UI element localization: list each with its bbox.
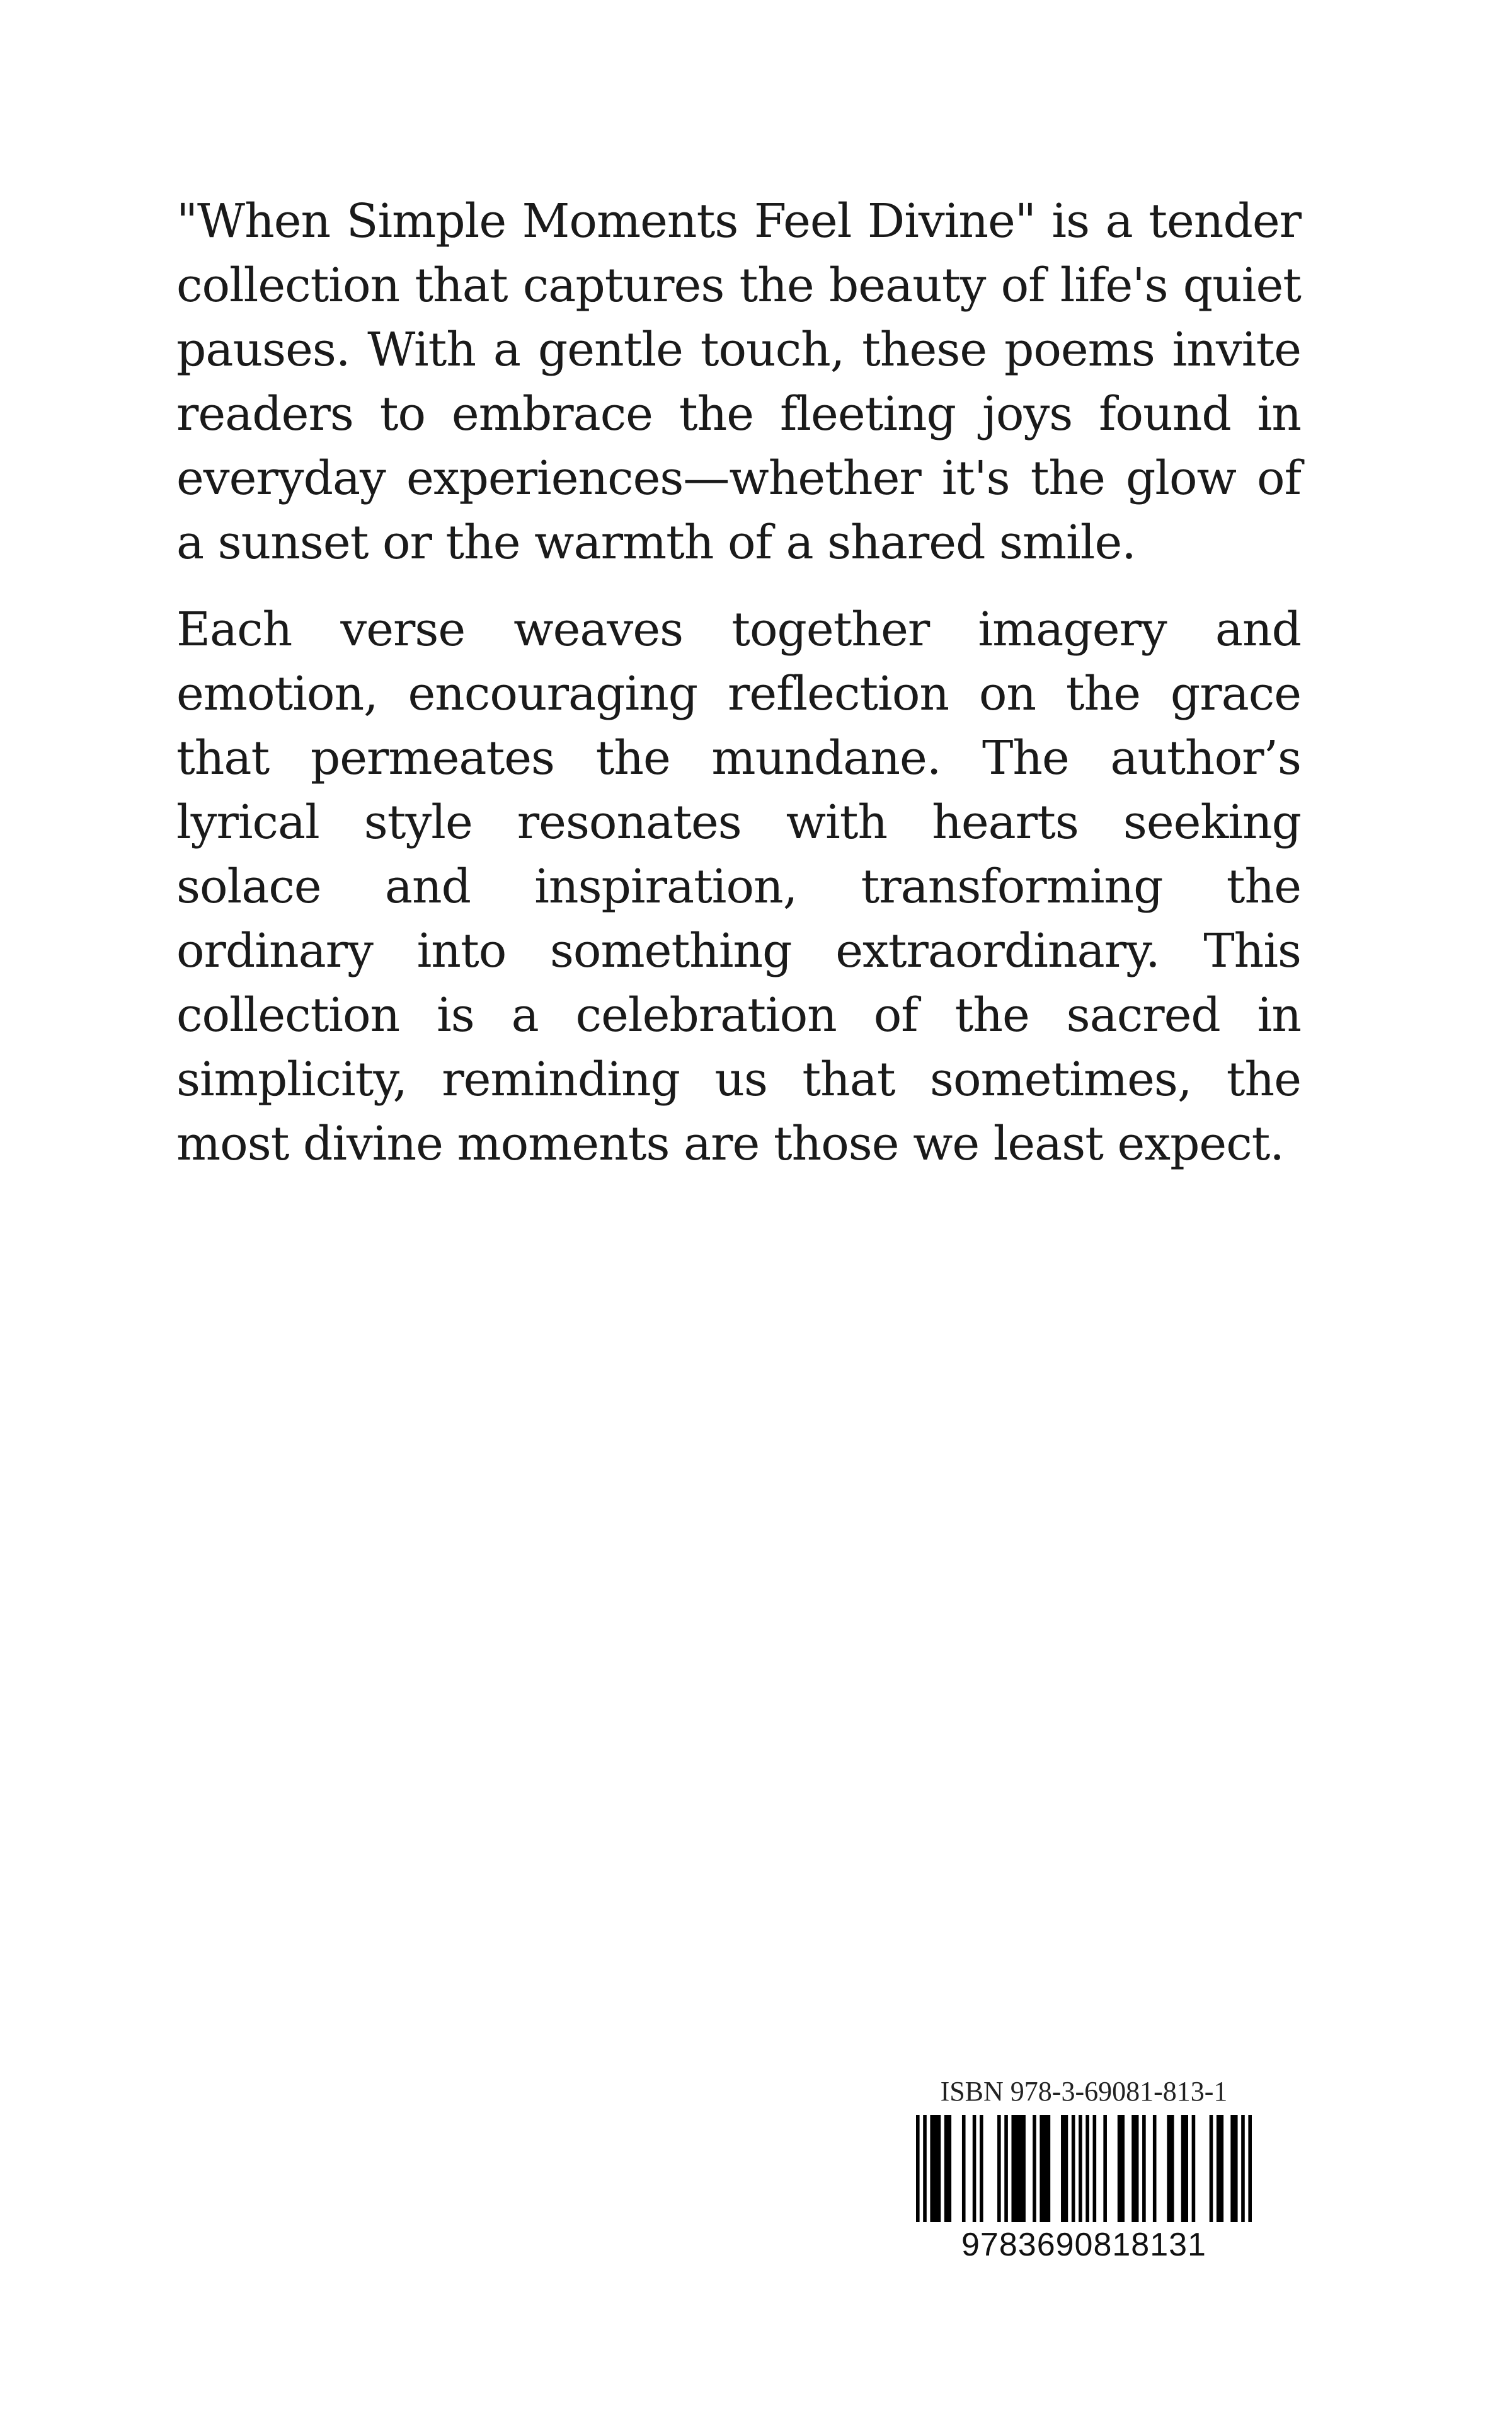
isbn-barcode-block: [912, 2076, 1256, 2265]
barcode-bar: [944, 2115, 951, 2222]
barcode-icon: [912, 2115, 1256, 2222]
barcode-bar: [1061, 2115, 1068, 2222]
isbn-label: ISBN 978-3-69081-813-1: [940, 2076, 1228, 2107]
barcode-bar: [1248, 2115, 1252, 2222]
barcode-bar: [923, 2115, 927, 2222]
barcode-bar: [1217, 2115, 1223, 2222]
blurb-paragraph-1: "When Simple Moments Feel Divine" is a tender collection that captures the beauty of life's quiet pauses. With a gentle touch, these poems invite readers to embrace the fleeting joys found in everyday experiences—whether it's the glow of a sunset or the warmth of a shared smile.: [176, 194, 1301, 570]
barcode-bar: [973, 2115, 976, 2222]
barcode-bar: [1230, 2115, 1237, 2222]
barcode-bar: [1072, 2115, 1075, 2222]
barcode-bar: [1011, 2115, 1025, 2222]
barcode-bar: [962, 2115, 966, 2222]
barcode-bar: [1153, 2115, 1157, 2222]
barcode-digits: 9783690818131: [961, 2227, 1206, 2263]
barcode-bar: [1040, 2115, 1050, 2222]
barcode-bar: [1210, 2115, 1213, 2222]
barcode-bar: [1004, 2115, 1008, 2222]
barcode-bar: [1033, 2115, 1036, 2222]
barcode-bar: [1118, 2115, 1125, 2222]
barcode-bar: [1079, 2115, 1082, 2222]
barcode-bar: [1131, 2115, 1138, 2222]
barcode-bar: [1241, 2115, 1245, 2222]
barcode-bar: [1093, 2115, 1097, 2222]
barcode-bar: [980, 2115, 983, 2222]
barcode-bar: [1103, 2115, 1107, 2222]
barcode-bar: [930, 2115, 941, 2222]
barcode-bar: [1181, 2115, 1188, 2222]
barcode-bar: [997, 2115, 1001, 2222]
barcode-bar: [916, 2115, 920, 2222]
barcode-bar: [1142, 2115, 1146, 2222]
barcode-bar: [1167, 2115, 1174, 2222]
book-blurb: [176, 189, 1301, 1199]
blurb-paragraph-2: Each verse weaves together imagery and emotion, encouraging reflection on the grace that permeates the mundane. The author’s lyrical style resonates with hearts seeking solace and inspiration, transforming the ordinary into something extraordinary. This collection is a celebration of the sacred in simplicity, reminding us that sometimes, the most divine moments are those we least expect.: [176, 602, 1301, 1171]
barcode-bar: [1085, 2115, 1089, 2222]
barcode-bar: [1192, 2115, 1196, 2222]
